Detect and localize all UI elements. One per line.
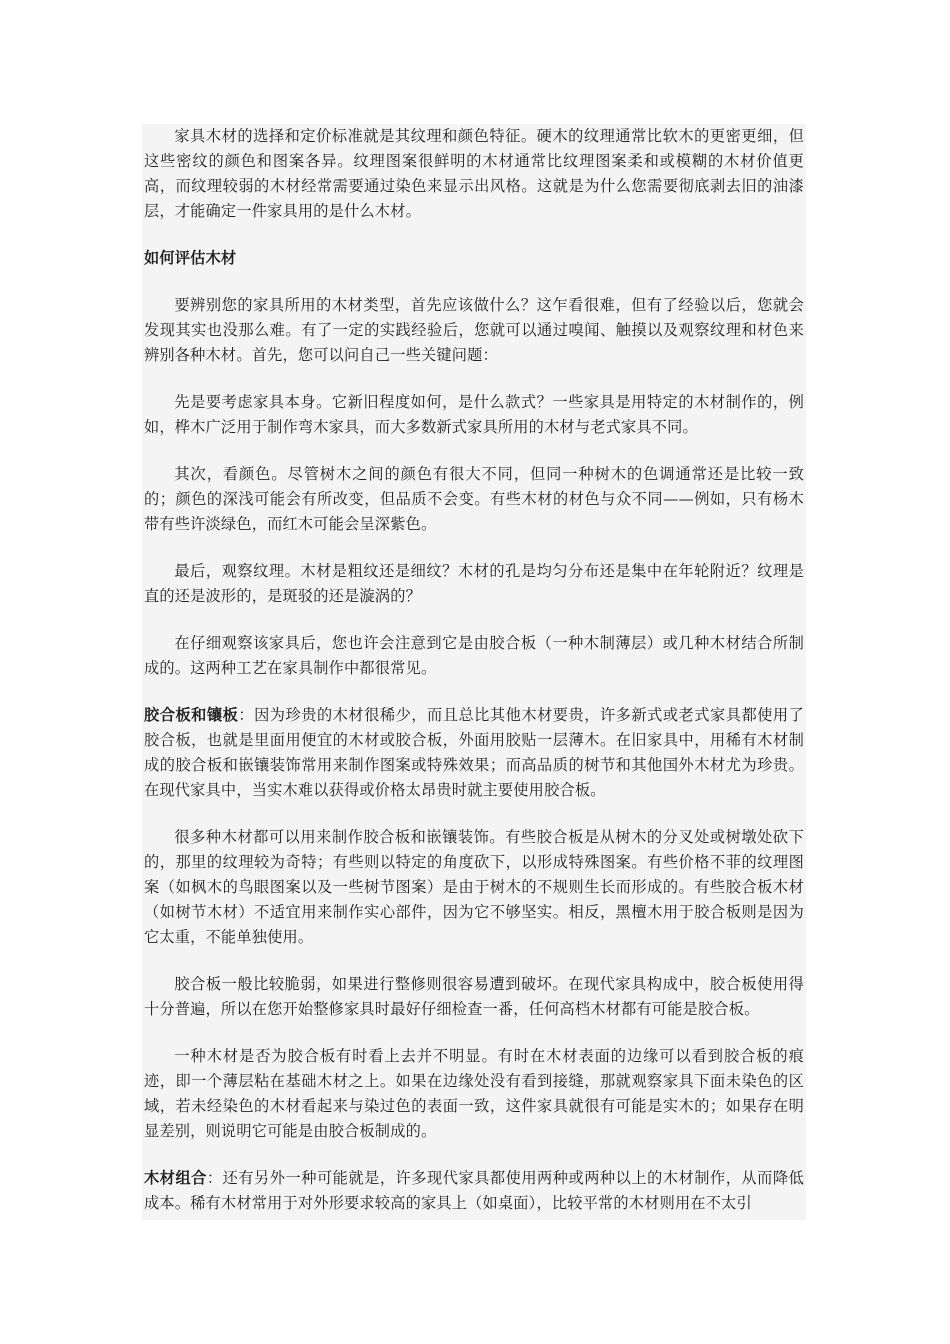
document-page — [142, 124, 806, 1220]
paragraph: 在仔细观察该家具后，您也许会注意到它是由胶合板（一种木制薄层）或几种木材结合所制成的。这两种工艺在家具制作中都很常见。 — [144, 634, 804, 677]
veneer-section-lead: 胶合板和镶板 — [144, 706, 239, 724]
wood-combination-lead: 木材组合 — [144, 1169, 207, 1187]
paragraph: 先是要考虑家具本身。它新旧程度如何，是什么款式？一些家具是用特定的木材制作的，例如，桦木广泛用于制作弯木家具，而大多数新式家具所用的木材与老式家具不同。 — [144, 393, 804, 436]
paragraph: 其次，看颜色。尽管树木之间的颜色有很大不同，但同一种树木的色调通常还是比较一致的；颜色的深浅可能会有所改变，但品质不会变。有些木材的材色与众不同——例如，只有杨木带有些许淡绿色，而红木可能会呈深紫色。 — [144, 465, 804, 533]
wood-combination-text: ：还有另外一种可能就是，许多现代家具都使用两种或两种以上的木材制作，从而降低成本。稀有木材常用于对外形要求较高的家具上（如桌面），比较平常的木材则用在不太引 — [144, 1169, 804, 1212]
paragraph: 胶合板一般比较脆弱，如果进行整修则很容易遭到破坏。在现代家具构成中，胶合板使用得十分普遍，所以在您开始整修家具时最好仔细检查一番，任何高档木材都有可能是胶合板。 — [144, 975, 804, 1018]
paragraph: 要辨别您的家具所用的木材类型，首先应该做什么？这乍看很难，但有了经验以后，您就会发现其实也没那么难。有了一定的实践经验后，您就可以通过嗅闻、触摸以及观察纹理和材色来辨别各种木材。首先，您可以问自己一些关键问题： — [144, 296, 804, 364]
article-body — [142, 124, 806, 1216]
paragraph: 一种木材是否为胶合板有时看上去并不明显。有时在木材表面的边缘可以看到胶合板的痕迹，即一个薄层粘在基础木材之上。如果在边缘处没有看到接缝，那就观察家具下面未染色的区域，若未经染色的木材看起来与染过色的表面一致，这件家具就很有可能是实木的；如果存在明显差别，则说明它可能是由胶合板制成的。 — [144, 1047, 804, 1140]
veneer-section-text: ：因为珍贵的木材很稀少，而且总比其他木材要贵，许多新式或老式家具都使用了胶合板，也就是里面用便宜的木材或胶合板，外面用胶贴一层薄木。在旧家具中，用稀有木材制成的胶合板和嵌镶装饰常用来制作图案或特殊效果；而高品质的树节和其他国外木材尤为珍贵。在现代家具中，当实木难以获得或价格太昂贵时就主要使用胶合板。 — [144, 706, 805, 799]
wood-combination-paragraph — [144, 1166, 804, 1216]
paragraph: 最后，观察纹理。木材是粗纹还是细纹？木材的孔是均匀分布还是集中在年轮附近？纹理是直的还是波形的，是斑驳的还是漩涡的？ — [144, 562, 804, 605]
section-heading: 如何评估木材 — [144, 249, 237, 267]
intro-paragraph: 家具木材的选择和定价标准就是其纹理和颜色特征。硬木的纹理通常比软木的更密更细，但这些密纹的颜色和图案各异。纹理图案很鲜明的木材通常比纹理图案柔和或模糊的木材价值更高，而纹理较弱的木材经常需要通过染色来显示出风格。这就是为什么您需要彻底剥去旧的油漆层，才能确定一件家具用的是什么木材。 — [144, 127, 804, 220]
paragraph: 很多种木材都可以用来制作胶合板和嵌镶装饰。有些胶合板是从树木的分叉处或树墩处砍下的，那里的纹理较为奇特；有些则以特定的角度砍下，以形成特殊图案。有些价格不菲的纹理图案（如枫木的鸟眼图案以及一些树节图案）是由于树木的不规则生长而形成的。有些胶合板木材（如树节木材）不适宜用来制作实心部件，因为它不够坚实。相反，黑檀木用于胶合板则是因为它太重，不能单独使用。 — [144, 828, 804, 946]
veneer-section-paragraph — [144, 703, 804, 803]
